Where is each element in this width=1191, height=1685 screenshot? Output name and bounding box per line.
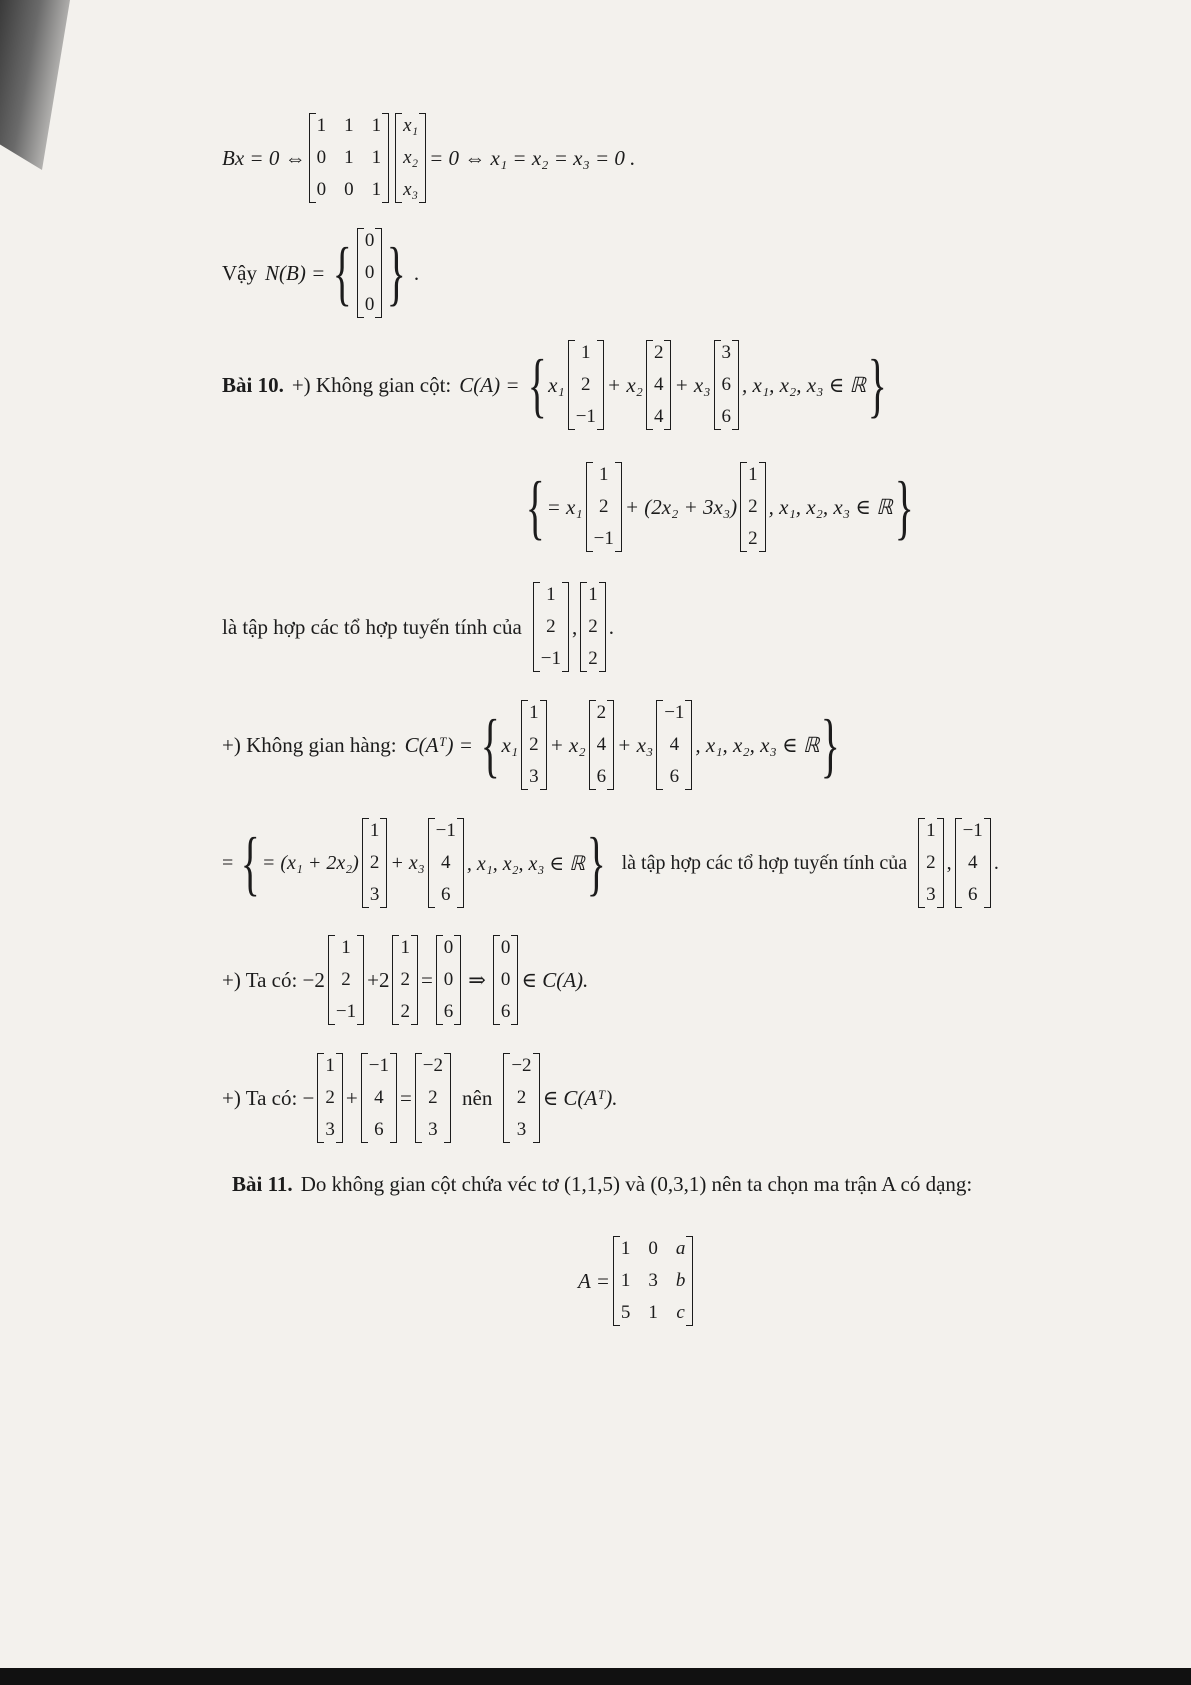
- tc1-impl: ⇒: [468, 967, 486, 992]
- bx-rhs: = 0 ⇔ x₁ = x₂ = x₃ = 0 .: [429, 145, 636, 170]
- matrix-entry: 1: [588, 584, 598, 605]
- matrix-entry: x₂: [403, 147, 419, 168]
- matrix-entry: 1: [369, 820, 380, 841]
- row-vector-2: [589, 700, 615, 790]
- matrix-entry: 2: [369, 852, 380, 873]
- col-vector-3: [714, 340, 740, 430]
- matrix-entry: 2: [581, 374, 591, 395]
- matrix-entry: 2: [341, 969, 351, 990]
- tc1-vector-a: [328, 935, 364, 1025]
- matrix-entry: 2: [546, 616, 556, 637]
- matrix-entry: 1: [748, 464, 758, 485]
- matrix-entry: c: [676, 1302, 685, 1323]
- matrix-entry: 3: [325, 1119, 335, 1140]
- tc2-end: ∈ C(Aᵀ).: [542, 1085, 618, 1110]
- row-span-1: [918, 818, 944, 908]
- matrix-entry: x₁: [403, 115, 419, 136]
- matrix-entry: 1: [620, 1238, 631, 1259]
- matrix-entry: 4: [669, 734, 680, 755]
- period: .: [608, 614, 615, 639]
- matrix-entry: 1: [926, 820, 936, 841]
- matrix-entry: 2: [516, 1087, 527, 1108]
- set-brace-right: }: [894, 467, 914, 547]
- set-brace-left: {: [480, 705, 500, 785]
- matrix-entry: 6: [967, 884, 978, 905]
- matrix-entry: 2: [325, 1087, 335, 1108]
- basis-vector-2: [740, 462, 766, 552]
- tc2-vector-c: [415, 1053, 451, 1143]
- bai10-title: Bài 10.: [222, 372, 284, 397]
- matrix-entry: 6: [669, 766, 680, 787]
- matrix-entry: 3: [369, 884, 380, 905]
- set-brace-left: {: [241, 823, 261, 903]
- tc2-vector-b: [361, 1053, 397, 1143]
- coef-x3: + x₃: [617, 732, 654, 757]
- nb-label: N(B) =: [265, 260, 326, 285]
- tc1-vector-b: [392, 935, 418, 1025]
- matrix-entry: 1: [344, 115, 354, 136]
- matrix-entry: −1: [540, 648, 562, 669]
- coef-x2: + x₂: [606, 372, 643, 397]
- matrix-entry: 1: [529, 702, 539, 723]
- col-vector-1: [568, 340, 604, 430]
- matrix-entry: 2: [748, 496, 758, 517]
- matrix-entry: 1: [325, 1055, 335, 1076]
- tc2-eq: =: [399, 1085, 412, 1110]
- matrix-entry: 4: [967, 852, 978, 873]
- matrix-entry: 1: [371, 115, 382, 136]
- zero-vector: [357, 228, 383, 318]
- matrix-b: [309, 113, 390, 203]
- matrix-entry: 1: [341, 937, 351, 958]
- comma: ,: [572, 614, 578, 639]
- tc1-end: ∈ C(A).: [521, 967, 589, 992]
- column-space-set: [222, 582, 614, 672]
- tc1-vector-d: [493, 935, 519, 1025]
- matrix-entry: 2: [748, 528, 758, 549]
- matrix-entry: 2: [926, 852, 936, 873]
- bai11-text: Do không gian cột chứa véc tơ (1,1,5) và (0,3,1) nên ta chọn ma trận A có dạng:: [300, 1172, 973, 1196]
- matrix-entry: 0: [443, 969, 454, 990]
- condition: , x₁, x₂, x₃ ∈ ℝ: [742, 372, 867, 397]
- tc1-lead: +) Ta có: −2: [222, 967, 325, 992]
- row-space-intro: +) Không gian hàng:: [222, 732, 397, 757]
- matrix-entry: 1: [371, 179, 382, 200]
- equation-bx: [222, 113, 635, 203]
- null-space-result: [222, 228, 419, 318]
- matrix-entry: 2: [400, 969, 410, 990]
- matrix-entry: −1: [962, 820, 983, 841]
- check-row-space: [222, 1053, 618, 1143]
- tc1-plus: +2: [367, 967, 390, 992]
- matrix-entry: 5: [620, 1302, 631, 1323]
- coef-x1: x₁: [501, 732, 519, 757]
- column-space-simplified: [518, 462, 921, 552]
- ca-label: C(A) =: [459, 372, 520, 397]
- matrix-entry: 4: [653, 374, 664, 395]
- nb-end: .: [413, 260, 420, 285]
- set-brace-left: {: [333, 233, 353, 313]
- matrix-entry: 0: [316, 179, 327, 200]
- matrix-entry: 6: [721, 374, 731, 395]
- row2-lead: = (x₁ + 2x₂): [261, 851, 359, 874]
- row-space-simplified: [222, 818, 999, 908]
- page-fold-shadow: [0, 0, 70, 170]
- matrix-entry: 0: [364, 230, 375, 251]
- matrix-entry: 4: [374, 1087, 384, 1108]
- matrix-a-form: [578, 1236, 696, 1326]
- matrix-entry: −2: [422, 1055, 444, 1076]
- coef-x2: + x₂: [549, 732, 586, 757]
- matrix-entry: 0: [364, 262, 375, 283]
- check-column-space: [222, 935, 588, 1025]
- matrix-a: [613, 1236, 694, 1326]
- tc2-vector-a: [317, 1053, 343, 1143]
- row-basis-1: [362, 818, 388, 908]
- eq2-x1: = x₁: [546, 494, 583, 519]
- matrix-entry: 0: [500, 969, 511, 990]
- matrix-entry: 2: [529, 734, 539, 755]
- row2-x3: + x₃: [390, 851, 425, 874]
- matrix-entry: −1: [664, 702, 685, 723]
- row-space: [222, 700, 848, 790]
- row-span-2: [955, 818, 991, 908]
- a-lhs: A =: [578, 1268, 610, 1293]
- matrix-entry: 0: [648, 1238, 658, 1259]
- matrix-entry: 6: [596, 766, 607, 787]
- matrix-entry: 1: [546, 584, 556, 605]
- vay-label: Vậy: [222, 260, 257, 285]
- matrix-entry: 3: [721, 342, 731, 363]
- matrix-entry: 2: [588, 616, 598, 637]
- row-vector-3: [656, 700, 692, 790]
- matrix-entry: 6: [441, 884, 451, 905]
- tc2-lead: +) Ta có: −: [222, 1085, 315, 1110]
- set-brace-right: }: [821, 705, 841, 785]
- comma: ,: [946, 851, 952, 874]
- matrix-entry: 2: [653, 342, 664, 363]
- matrix-entry: −1: [575, 406, 596, 427]
- matrix-entry: −1: [593, 528, 614, 549]
- matrix-entry: 1: [620, 1270, 631, 1291]
- matrix-entry: 0: [443, 937, 454, 958]
- bai10-column-space: [222, 340, 895, 430]
- matrix-entry: −1: [435, 820, 456, 841]
- matrix-entry: 4: [596, 734, 607, 755]
- span-vector-1: [533, 582, 569, 672]
- span-vector-2: [580, 582, 606, 672]
- tc2-vector-d: [503, 1053, 539, 1143]
- matrix-entry: 3: [648, 1270, 658, 1291]
- set-brace-left: {: [525, 467, 545, 547]
- matrix-entry: 6: [500, 1001, 511, 1022]
- condition: , x₁, x₂, x₃ ∈ ℝ: [466, 852, 586, 875]
- set-text: là tập hợp các tổ hợp tuyến tính của: [222, 614, 522, 639]
- coef-x3: + x₃: [674, 372, 711, 397]
- matrix-entry: 6: [443, 1001, 454, 1022]
- matrix-entry: a: [675, 1238, 686, 1259]
- column-space-intro: +) Không gian cột:: [291, 372, 452, 397]
- set-brace-right: }: [387, 233, 407, 313]
- coef-x1: x₁: [548, 372, 565, 397]
- matrix-entry: −1: [368, 1055, 389, 1076]
- set-brace-right: }: [867, 345, 887, 425]
- tc1-vector-c: [436, 935, 462, 1025]
- matrix-entry: 3: [529, 766, 539, 787]
- matrix-entry: −2: [511, 1055, 532, 1076]
- set-brace-right: }: [586, 823, 606, 903]
- matrix-entry: 1: [598, 464, 609, 485]
- matrix-entry: 0: [316, 147, 327, 168]
- matrix-entry: 0: [500, 937, 511, 958]
- set-brace-left: {: [527, 345, 547, 425]
- matrix-entry: 1: [316, 115, 327, 136]
- eq2-mid: + (2x₂ + 3x₃): [624, 494, 738, 519]
- matrix-entry: 1: [648, 1302, 658, 1323]
- matrix-entry: x₃: [403, 179, 419, 200]
- bai11-statement: [232, 1172, 972, 1197]
- matrix-entry: 2: [428, 1087, 438, 1108]
- matrix-entry: 0: [344, 179, 354, 200]
- matrix-entry: 3: [428, 1119, 438, 1140]
- matrix-entry: 1: [581, 342, 591, 363]
- condition: , x₁, x₂, x₃ ∈ ℝ: [768, 494, 893, 519]
- matrix-entry: 3: [516, 1119, 527, 1140]
- vector-x: [395, 113, 426, 203]
- row-basis-2: [428, 818, 464, 908]
- col-vector-2: [646, 340, 672, 430]
- matrix-entry: 1: [344, 147, 354, 168]
- tc1-eq: =: [420, 967, 433, 992]
- bai11-title: Bài 11.: [232, 1172, 293, 1196]
- tc2-nen: nên: [462, 1085, 493, 1110]
- matrix-entry: 0: [364, 294, 375, 315]
- bx-lhs: Bx = 0 ⇔: [222, 145, 306, 170]
- row2-text: là tập hợp các tổ hợp tuyến tính của: [621, 851, 908, 874]
- matrix-entry: 6: [721, 406, 731, 427]
- matrix-entry: 2: [400, 1001, 410, 1022]
- bottom-edge: [0, 1668, 1191, 1685]
- matrix-entry: 3: [926, 884, 936, 905]
- period: .: [993, 851, 999, 874]
- matrix-entry: 4: [653, 406, 664, 427]
- matrix-entry: 1: [371, 147, 382, 168]
- matrix-entry: 2: [598, 496, 609, 517]
- tc2-plus: +: [345, 1085, 358, 1110]
- basis-vector-1: [586, 462, 622, 552]
- matrix-entry: 1: [400, 937, 410, 958]
- matrix-entry: −1: [335, 1001, 357, 1022]
- matrix-entry: 4: [441, 852, 451, 873]
- matrix-entry: 6: [374, 1119, 384, 1140]
- condition: , x₁, x₂, x₃ ∈ ℝ: [695, 732, 820, 757]
- matrix-entry: 2: [596, 702, 607, 723]
- matrix-entry: 2: [588, 648, 598, 669]
- cat-label: C(Aᵀ) =: [404, 732, 473, 757]
- eq-sign: =: [222, 851, 234, 874]
- row-vector-1: [521, 700, 547, 790]
- matrix-entry: b: [675, 1270, 686, 1291]
